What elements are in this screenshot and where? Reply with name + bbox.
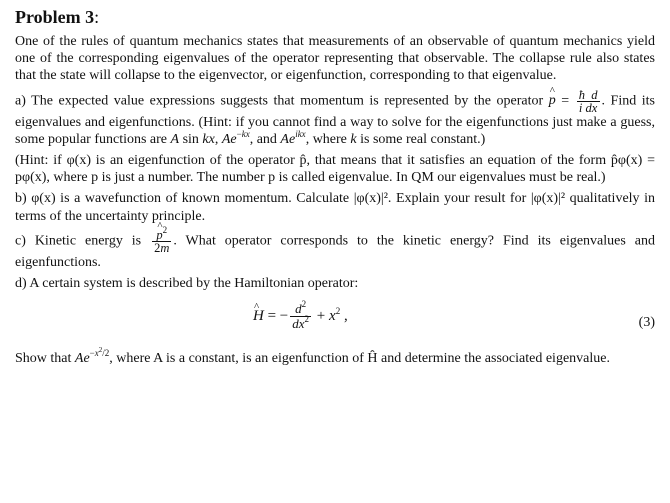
part-a-text-1: a) The expected value expressions suggests that momentum is represented by the operator	[15, 93, 544, 109]
part-d-paragraph: d) A certain system is described by the Hamiltonian operator:	[15, 276, 359, 292]
part-d-text-3: , where A is a constant, is an eigenfunction of Ĥ and determine the associated eigenvalue.	[109, 351, 610, 367]
part-c-text-1: c) Kinetic energy is	[15, 233, 142, 249]
intro-paragraph: One of the rules of quantum mechanics states that measurements of an observable of quantum mechanics yield one of the corresponding eigenvalues of the operator representing that observable. The collapse rule also states that the state will collapse to the eigenvector, or eigenfunction, corresponding to that eigenvalue.	[15, 34, 655, 84]
equation-number: (3)	[638, 315, 655, 331]
part-a-paragraph: a) The expected value expressions suggests that momentum is represented by the operator ^ p = $\frac{\text{ħ d}}{\text{i dx}}$ . Find its eigenvalues and eigenfunctions. (Hint: if you cannot find a way to solve for the eigenfunctions just make a guess, some popular functions are A sin kx, $Ae^{-kx}$, and $Ae^{ikx}$, where k is some real constant.)	[15, 89, 655, 148]
hamiltonian-equation	[15, 298, 655, 346]
momentum-operator-fraction: $\frac{\text{ħ d}}{\text{i dx}}$	[578, 87, 598, 115]
problem-title	[15, 6, 655, 28]
part-c-text-2: . What operator corresponds to the kinetic energy? Find its eigenvalues and eigenfunctions.	[15, 233, 655, 270]
part-a-text-2: . Find its eigenvalues and eigenfunctions. (Hint: if you cannot find a way to solve for the eigenfunctions just make a guess, some popular functions are	[15, 93, 656, 147]
part-d-text-2: Show that	[15, 351, 72, 367]
problem-page	[15, 6, 655, 367]
problem-title-colon: :	[94, 7, 100, 27]
problem-title-label: Problem 3	[15, 7, 95, 27]
second-derivative-fraction: $\frac{d^2}{dx^2}$	[292, 299, 310, 332]
hamiltonian-expression: ^ H = − $\frac{d^2}{dx^2}$ + $x^2$ ,	[253, 302, 348, 331]
kinetic-energy-fraction: ^ $\frac{p^2}{2m}$	[152, 229, 171, 254]
part-a-text-3: is some real constant.)	[360, 131, 486, 147]
part-b-paragraph: b) φ(x) is a wavefunction of known momentum. Calculate |φ(x)|². Explain your result for |φ(x)|² qualitatively in terms of the uncertainty principle.	[15, 191, 655, 224]
part-a-hint: (Hint: if φ(x) is an eigenfunction of the operator p̂, that means that it satisfies an equation of the form p̂φ(x) = pφ(x), where p is just a number. The number p is called eigenvalue. In QM our eigenvalues must be real.)	[15, 153, 655, 186]
part-d-conclusion: Show that $Ae^{-x^2/2}$, where A is a constant, is an eigenfunction of Ĥ and determine the associated eigenvalue.	[15, 346, 610, 367]
part-c-paragraph	[15, 224, 655, 271]
